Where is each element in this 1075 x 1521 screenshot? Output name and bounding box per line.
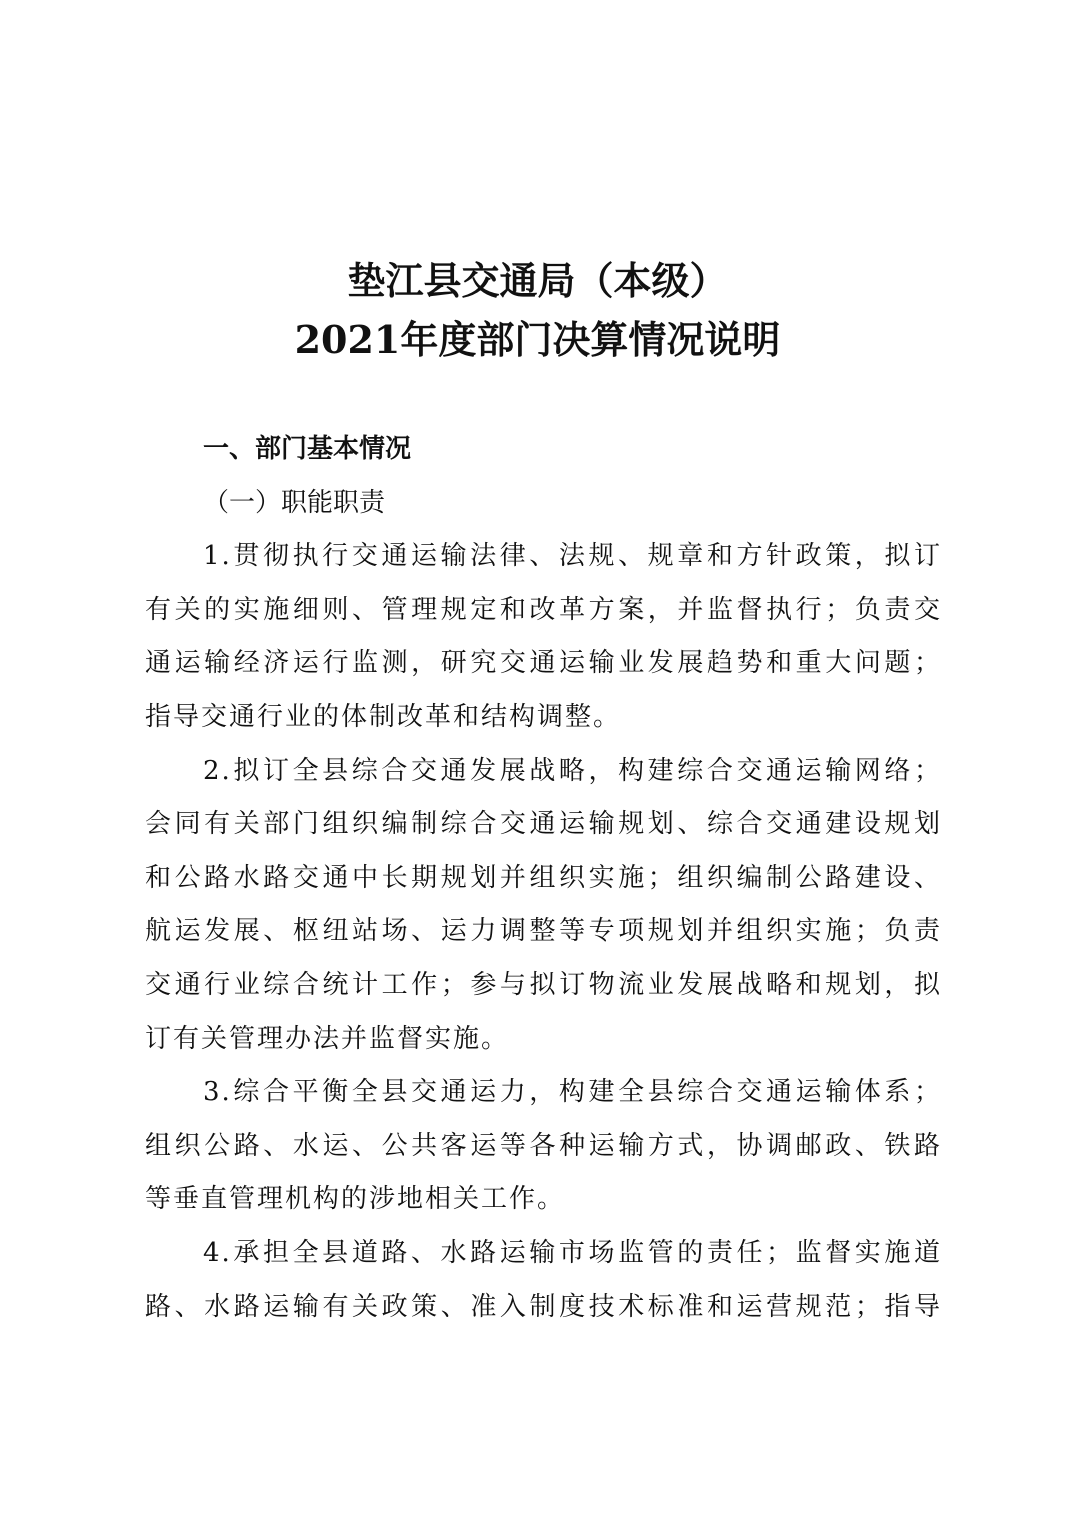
paragraph <box>145 745 942 1067</box>
paragraph-line: 和公路水路交通中长期规划并组织实施；组织编制公路建设、 <box>145 862 942 893</box>
paragraph-line: 通运输经济运行监测，研究交通运输业发展趋势和重大问题； <box>145 648 942 679</box>
paragraph-line: 订有关管理办法并监督实施。 <box>145 1023 510 1054</box>
paragraph-line: 1.贯彻执行交通运输法律、法规、规章和方针政策，拟订 <box>203 541 942 572</box>
paragraph-line: 会同有关部门组织编制综合交通运输规划、综合交通建设规划 <box>145 809 942 840</box>
paragraph-line: 有关的实施细则、管理规定和改革方案，并监督执行；负责交 <box>145 594 942 625</box>
paragraph <box>145 1066 942 1227</box>
paragraph-line: 2.拟订全县综合交通发展战略，构建综合交通运输网络； <box>203 755 942 786</box>
paragraph-line: 航运发展、枢纽站场、运力调整等专项规划并组织实施；负责 <box>145 916 942 947</box>
section-heading: 一、部门基本情况 <box>203 434 412 464</box>
paragraph-line: 指导交通行业的体制改革和结构调整。 <box>145 701 622 732</box>
paragraph <box>145 530 942 744</box>
paragraph-line: 交通行业综合统计工作；参与拟订物流业发展战略和规划，拟 <box>145 969 942 1000</box>
document-title-line1: 垫江县交通局（本级） <box>347 258 728 303</box>
document-body <box>145 423 942 1334</box>
subsection-heading: （一）职能职责 <box>203 487 386 518</box>
paragraph <box>145 1227 942 1334</box>
paragraph-line: 3.综合平衡全县交通运力，构建全县综合交通运输体系； <box>203 1077 942 1108</box>
paragraph-line: 路、水路运输有关政策、准入制度技术标准和运营规范；指导 <box>145 1291 942 1322</box>
paragraph-line: 等垂直管理机构的涉地相关工作。 <box>145 1184 566 1215</box>
document-title-line2: 2021年度部门决算情况说明 <box>294 317 781 362</box>
paragraphs <box>145 530 942 1334</box>
paragraph-line: 4.承担全县道路、水路运输市场监管的责任；监督实施道 <box>203 1237 942 1268</box>
paragraph-line: 组织公路、水运、公共客运等各种运输方式，协调邮政、铁路 <box>145 1130 942 1161</box>
